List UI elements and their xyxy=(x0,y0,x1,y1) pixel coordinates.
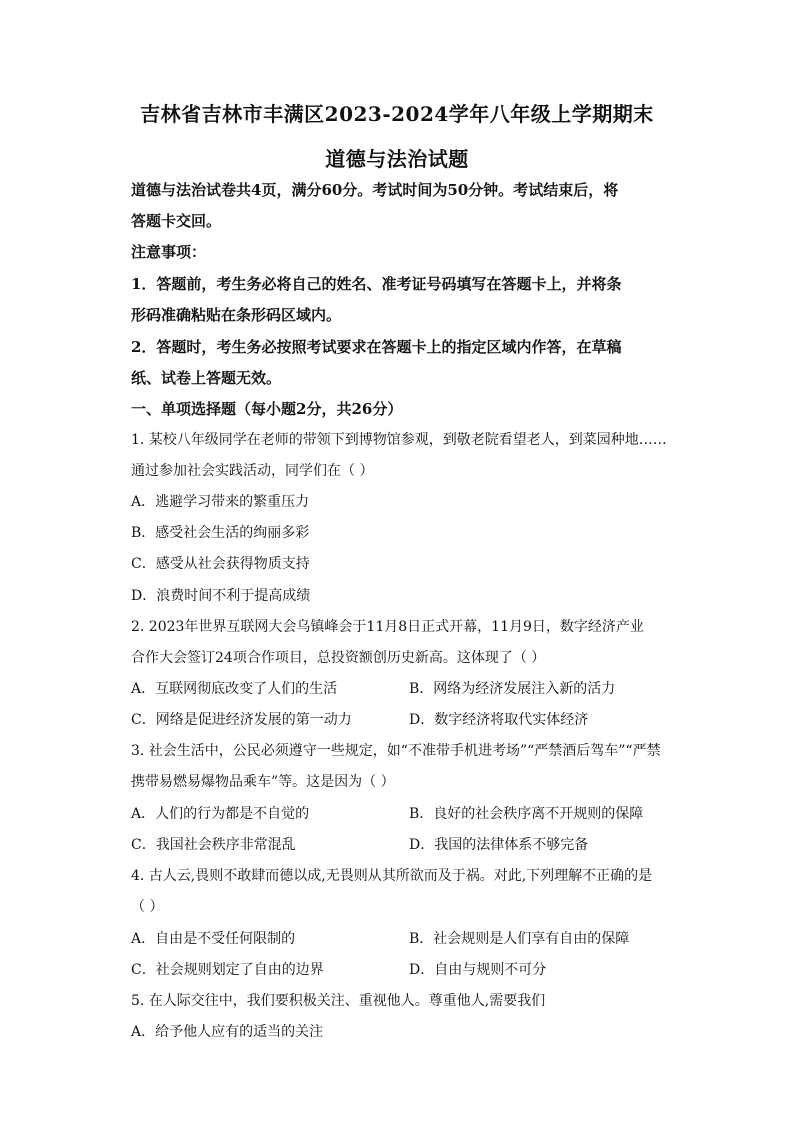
answer-option: B．感受社会生活的绚丽多彩 xyxy=(131,525,310,541)
answer-option: A．逃避学习带来的繁重压力 xyxy=(131,494,310,510)
answer-option: B．社会规则是人们享有自由的保障 xyxy=(409,931,630,947)
answer-option: B．良好的社会秩序离不开规则的保障 xyxy=(409,806,644,822)
instruction-line: 答题卡交回。 xyxy=(131,212,222,230)
notice-item: 纸、试卷上答题无效。 xyxy=(131,369,282,387)
exam-subject-title: 道德与法治试题 xyxy=(325,147,469,171)
question-stem: 1. 某校八年级同学在老师的带领下到博物馆参观，到敬老院看望老人，到菜园种地…… xyxy=(131,432,667,448)
answer-option: A．自由是不受任何限制的 xyxy=(131,931,296,947)
instruction-line: 道德与法治试卷共4页，满分60分。考试时间为50分钟。考试结束后，将 xyxy=(131,181,619,199)
answer-option: C．网络是促进经济发展的第一动力 xyxy=(131,712,352,728)
answer-option: B．网络为经济发展注入新的活力 xyxy=(409,681,616,697)
answer-option: D．数字经济将取代实体经济 xyxy=(409,712,589,728)
section-heading: 一、单项选择题（每小题2分，共26分） xyxy=(131,400,403,418)
answer-option: A．人们的行为都是不自觉的 xyxy=(131,806,310,822)
answer-option: A．互联网彻底改变了人们的生活 xyxy=(131,681,338,697)
exam-title: 吉林省吉林市丰满区2023-2024学年八年级上学期期末 xyxy=(140,102,654,126)
question-stem: 通过参加社会实践活动，同学们在（ ） xyxy=(131,463,374,479)
notice-item: 1．答题前，考生务必将自己的姓名、准考证号码填写在答题卡上，并将条 xyxy=(131,275,622,293)
answer-option: C．我国社会秩序非常混乱 xyxy=(131,837,296,853)
notice-heading: 注意事项： xyxy=(131,243,207,261)
answer-option: D．自由与规则不可分 xyxy=(409,962,547,978)
question-stem: （ ） xyxy=(131,899,164,915)
question-stem: 4. 古人云,畏则不敢肆而德以成,无畏则从其所欲而及于祸。对此,下列理解不正确的是 xyxy=(131,868,653,884)
question-stem: 3. 社会生活中，公民必须遵守一些规定，如“不准带手机进考场”“严禁酒后驾车”“严禁 xyxy=(131,743,661,759)
answer-option: D．浪费时间不利于提高成绩 xyxy=(131,588,311,604)
answer-option: D．我国的法律体系不够完备 xyxy=(409,837,589,853)
question-stem: 5. 在人际交往中，我们要积极关注、重视他人。尊重他人,需要我们 xyxy=(131,993,546,1009)
notice-item: 2．答题时，考生务必按照考试要求在答题卡上的指定区域内作答，在草稿 xyxy=(131,338,622,356)
question-stem: 携带易燃易爆物品乘车”等。这是因为（ ） xyxy=(131,774,395,790)
question-stem: 合作大会签订24项合作项目，总投资额创历史新高。这体现了（ ） xyxy=(131,650,546,666)
notice-item: 形码准确粘贴在条形码区域内。 xyxy=(131,306,342,324)
answer-option: C．感受从社会获得物质支持 xyxy=(131,556,310,572)
question-stem: 2. 2023年世界互联网大会乌镇峰会于11月8日正式开幕，11月9日，数字经济产业 xyxy=(131,619,644,635)
answer-option: C．社会规则划定了自由的边界 xyxy=(131,962,324,978)
answer-option: A．给予他人应有的适当的关注 xyxy=(131,1024,324,1040)
